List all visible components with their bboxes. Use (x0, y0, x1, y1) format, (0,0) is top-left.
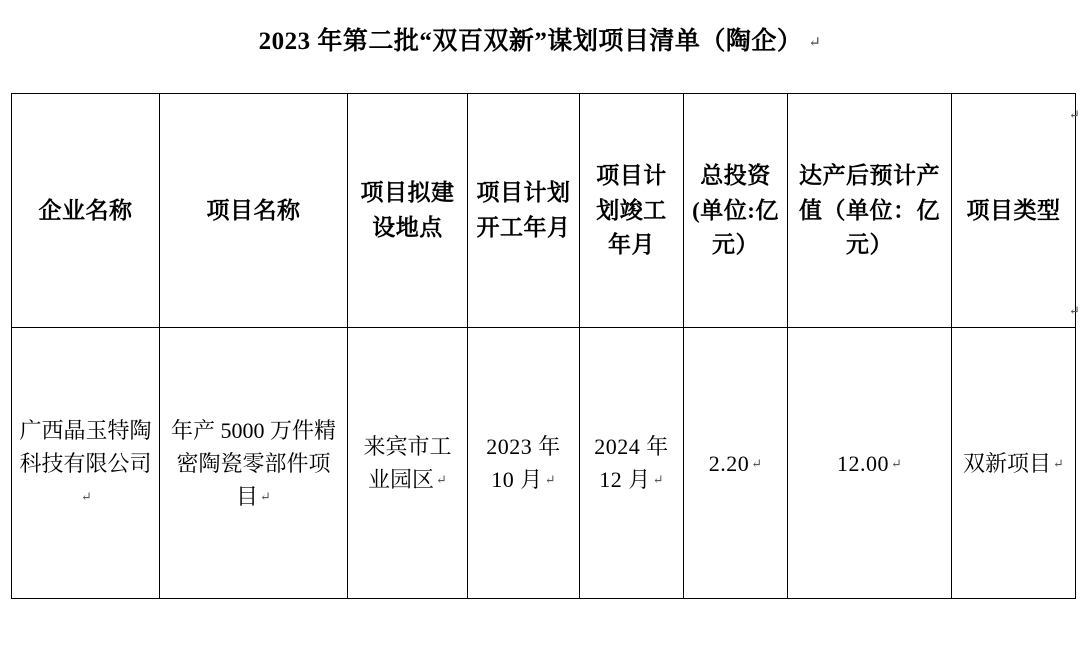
right-margin-marks (1069, 93, 1079, 599)
cell-start-date (468, 328, 580, 599)
table-row (12, 328, 1076, 599)
paragraph-mark-icon: ↵ (808, 35, 822, 51)
cell-project-type-text: 双新项目 (963, 450, 1052, 476)
cell-start-date-text: 2023 年 10 月 (486, 434, 561, 493)
paragraph-mark-icon: ↵ (544, 472, 556, 488)
cell-investment (684, 328, 788, 599)
cell-project-type (952, 328, 1076, 599)
cell-project-text: 年产 5000 万件精密陶瓷零部件项目 (170, 417, 336, 509)
column-header-start-date (468, 94, 580, 328)
column-header-project-type (952, 94, 1076, 328)
column-header-finish-date-label: 项目计划竣工年月 (596, 163, 667, 257)
paragraph-mark-icon: ↵ (1069, 107, 1080, 123)
column-header-company-label: 企业名称 (38, 197, 133, 223)
column-header-finish-date (580, 94, 684, 328)
column-header-investment-label: 总投资(单位:亿元） (692, 163, 779, 257)
cell-finish-date (580, 328, 684, 599)
page-title-text: 2023 年第二批“双百双新”谋划项目清单（陶企） (258, 28, 803, 55)
paragraph-mark-icon: ↵ (1069, 303, 1080, 319)
table-header-row (12, 94, 1076, 328)
cell-company-text: 广西晶玉特陶科技有限公司 (19, 417, 152, 476)
cell-finish-date-text: 2024 年 12 月 (594, 434, 669, 493)
paragraph-mark-icon: ↵ (751, 455, 763, 471)
column-header-project (160, 94, 348, 328)
cell-company (12, 328, 160, 599)
cell-location-text: 来宾市工业园区 (363, 434, 452, 493)
cell-location (348, 328, 468, 599)
column-header-output-value-label: 达产后预计产值（单位：亿元） (799, 163, 940, 257)
column-header-investment (684, 94, 788, 328)
cell-output-value-text: 12.00 (837, 450, 890, 476)
cell-project (160, 328, 348, 599)
column-header-output-value (788, 94, 952, 328)
column-header-location (348, 94, 468, 328)
paragraph-mark-icon: ↵ (260, 488, 271, 504)
paragraph-mark-icon: ↵ (81, 488, 92, 504)
column-header-start-date-label: 项目计划开工年月 (476, 180, 571, 240)
column-header-location-label: 项目拟建设地点 (360, 180, 455, 240)
paragraph-mark-icon: ↵ (436, 472, 447, 488)
cell-output-value (788, 328, 952, 599)
column-header-project-type-label: 项目类型 (966, 197, 1061, 223)
project-list-table (11, 93, 1076, 599)
cell-investment-text: 2.20 (708, 450, 750, 476)
paragraph-mark-icon: ↵ (891, 455, 902, 471)
paragraph-mark-icon: ↵ (652, 472, 664, 488)
paragraph-mark-icon: ↵ (1053, 455, 1064, 471)
column-header-project-label: 项目名称 (206, 197, 301, 223)
table-container (5, 93, 1080, 599)
page-title (0, 0, 1080, 57)
column-header-company (12, 94, 160, 328)
